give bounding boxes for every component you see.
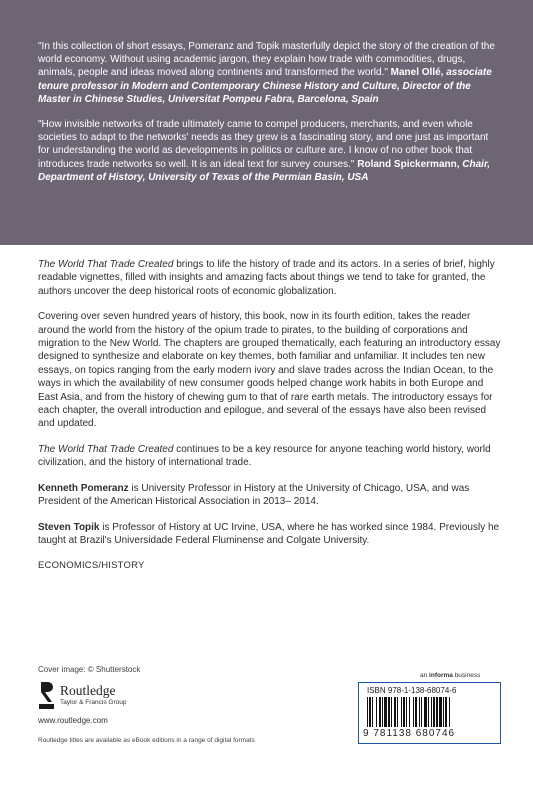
endorsements [38,40,500,196]
quote-affiliation: Chair, Department of History, University of Texas of the Permian Basin, USA [38,158,491,183]
author-bio [38,482,502,509]
isbn-label: ISBN 978-1-138-68074-6 [367,686,457,695]
quote-author: Manel Ollé, [390,67,444,79]
author-bio-text: is Professor of History at UC Irvine, USA, where he has worked since 1984. Previously he taught at Brazil's Universidade Federal Fluminense and Colgate University. [38,521,500,546]
routledge-logo-icon [38,680,55,710]
description-paragraph: Covering over seven hundred years of history, this book, now in its fourth edition, takes the reader around the world from the history of the opium trade to pirates, to the building of corporations and migration to the New World. The chapters are grouped thematically, each featuring an introductory essay designed to synthesize and elaborate on key themes, both familiar and unfamiliar. It includes ten new essays, on topics ranging from the early modern ivory and slave trades across the Indian Ocean, to the ways in which the availability of new consumer goods helped change work habits in both Europe and East Asia, and from the history of chewing gum to that of rare earth metals. The introductory essays for each chapter, the overall introduction and epilogue, and several of the essays have also been revised and updated. [38,311,501,430]
endorsement-quote [38,118,500,184]
description-paragraph [38,258,502,298]
barcode-digits: 9 781138 680746 [363,728,456,739]
publisher-group: Taylor & Francis Group [60,699,127,706]
author-bio-text: is University Professor in History at the University of Chicago, USA, and was President of the American Historical Association in 2013– 2014. [38,482,470,508]
informa-brand: informa [429,672,453,679]
quote-text: "In this collection of short essays, Pomeranz and Topik masterfully depict the story of the creation of the world economy. Without using academic jargon, they explain how trade with commodities, drugs, animals, people and ideas moved along continents and transformed the world." [38,41,495,79]
book-title: The World That Trade Created [38,259,174,270]
informa-business-label [420,672,480,679]
publisher-name: Routledge [60,683,116,698]
book-title: The World That Trade Created [38,443,174,455]
description-paragraph [38,443,502,470]
endorsement-quote [38,40,500,106]
publisher-website: www.routledge.com [38,716,108,725]
author-name: Kenneth Pomeranz [38,482,129,494]
barcode-box [358,682,501,744]
informa-prefix: an [420,672,430,679]
quote-author: Roland Spickermann, [357,158,460,170]
book-description [38,258,502,585]
author-bio [38,521,502,548]
informa-suffix: business [452,672,481,679]
cover-credit: Cover image: © Shutterstock [38,665,141,674]
subject-category: ECONOMICS/HISTORY [38,560,145,572]
quote-text: "How invisible networks of trade ultimately came to compel producers, merchants, and even whole societies to adapt to the networks' needs as they grew is a fascinating story, and one just as important for understanding the world as developments in politics or culture are. I know of no other book that introduces trade networks so well. It is an ideal text for survey courses." [38,119,489,170]
author-name: Steven Topik [38,521,100,533]
paragraph-text: continues to be a key resource for anyone teaching world history, world civilization, and the history of international trade. [38,443,491,469]
paragraph-text: brings to life the history of trade and its actors. In a series of brief, highly readable vignettes, filled with insights and amazing facts about things we tend to take for granted, the authors uncover the deep historical roots of economic globalization. [38,259,495,297]
ebook-note: Routledge titles are available as eBook editions in a range of digital formats [38,737,255,744]
quote-affiliation: associate tenure professor in Modern and Contemporary Chinese History and Culture, Director of the Master in Chinese Studies, Universitat Pompeu Fabra, Barcelona, Spain [38,67,492,105]
barcode-icon [365,697,493,727]
